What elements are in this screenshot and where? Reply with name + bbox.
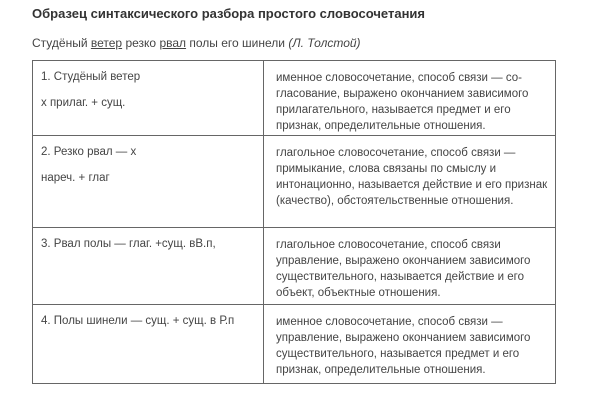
- description-cell: глагольное словосочетание, способ связи управление, выражено окончанием зависимого существительного, называется действие и его объект, объектные отношения.: [264, 228, 556, 305]
- description-cell: именное словосочетание, способ связи — со-гласование, выражено окончанием зависимого прилагательного, называется предмет и его признак, определительные отношения.: [264, 61, 556, 136]
- phrase-text: 3. Рвал полы — глаг. +сущ. вВ.п,: [41, 238, 216, 250]
- example-sentence: [32, 36, 361, 50]
- table-row: [33, 305, 556, 384]
- description-cell: глагольное словосочетание, способ связи — примыкание, слова связаны по смыслу и интонационно, называется действие и его признак (качество), обстоятельственные отношения.: [264, 136, 556, 228]
- sentence-word-adjective: Студёный: [32, 36, 88, 50]
- analysis-table: [32, 60, 556, 384]
- phrase-text: 1. Студёный ветер: [41, 71, 141, 83]
- phrase-cell: [33, 136, 264, 228]
- phrase-scheme: х прилаг. + сущ.: [41, 97, 126, 109]
- table-row: [33, 61, 556, 136]
- sentence-word-predicate: рвал: [159, 36, 187, 50]
- sentence-rest: полы его шинели: [189, 36, 285, 50]
- phrase-scheme: нареч. + глаг: [41, 172, 110, 184]
- sentence-word-subject: ветер: [90, 36, 123, 50]
- phrase-cell: [33, 228, 264, 305]
- table-row: [33, 228, 556, 305]
- page-title: Образец синтаксического разбора простого словосочетания: [32, 6, 426, 21]
- phrase-text: 4. Полы шинели — сущ. + сущ. в Р.п: [41, 315, 235, 327]
- table-row: [33, 136, 556, 228]
- phrase-cell: [33, 305, 264, 384]
- phrase-cell: [33, 61, 264, 136]
- sentence-author: (Л. Толстой): [288, 36, 361, 50]
- sentence-word-adverb: резко: [125, 36, 157, 50]
- description-cell: именное словосочетание, способ связи — управление, выражено окончанием зависимого существительного, называется предмет и его признак, определительные отношения.: [264, 305, 556, 384]
- phrase-text: 2. Резко рвал — х: [41, 146, 137, 158]
